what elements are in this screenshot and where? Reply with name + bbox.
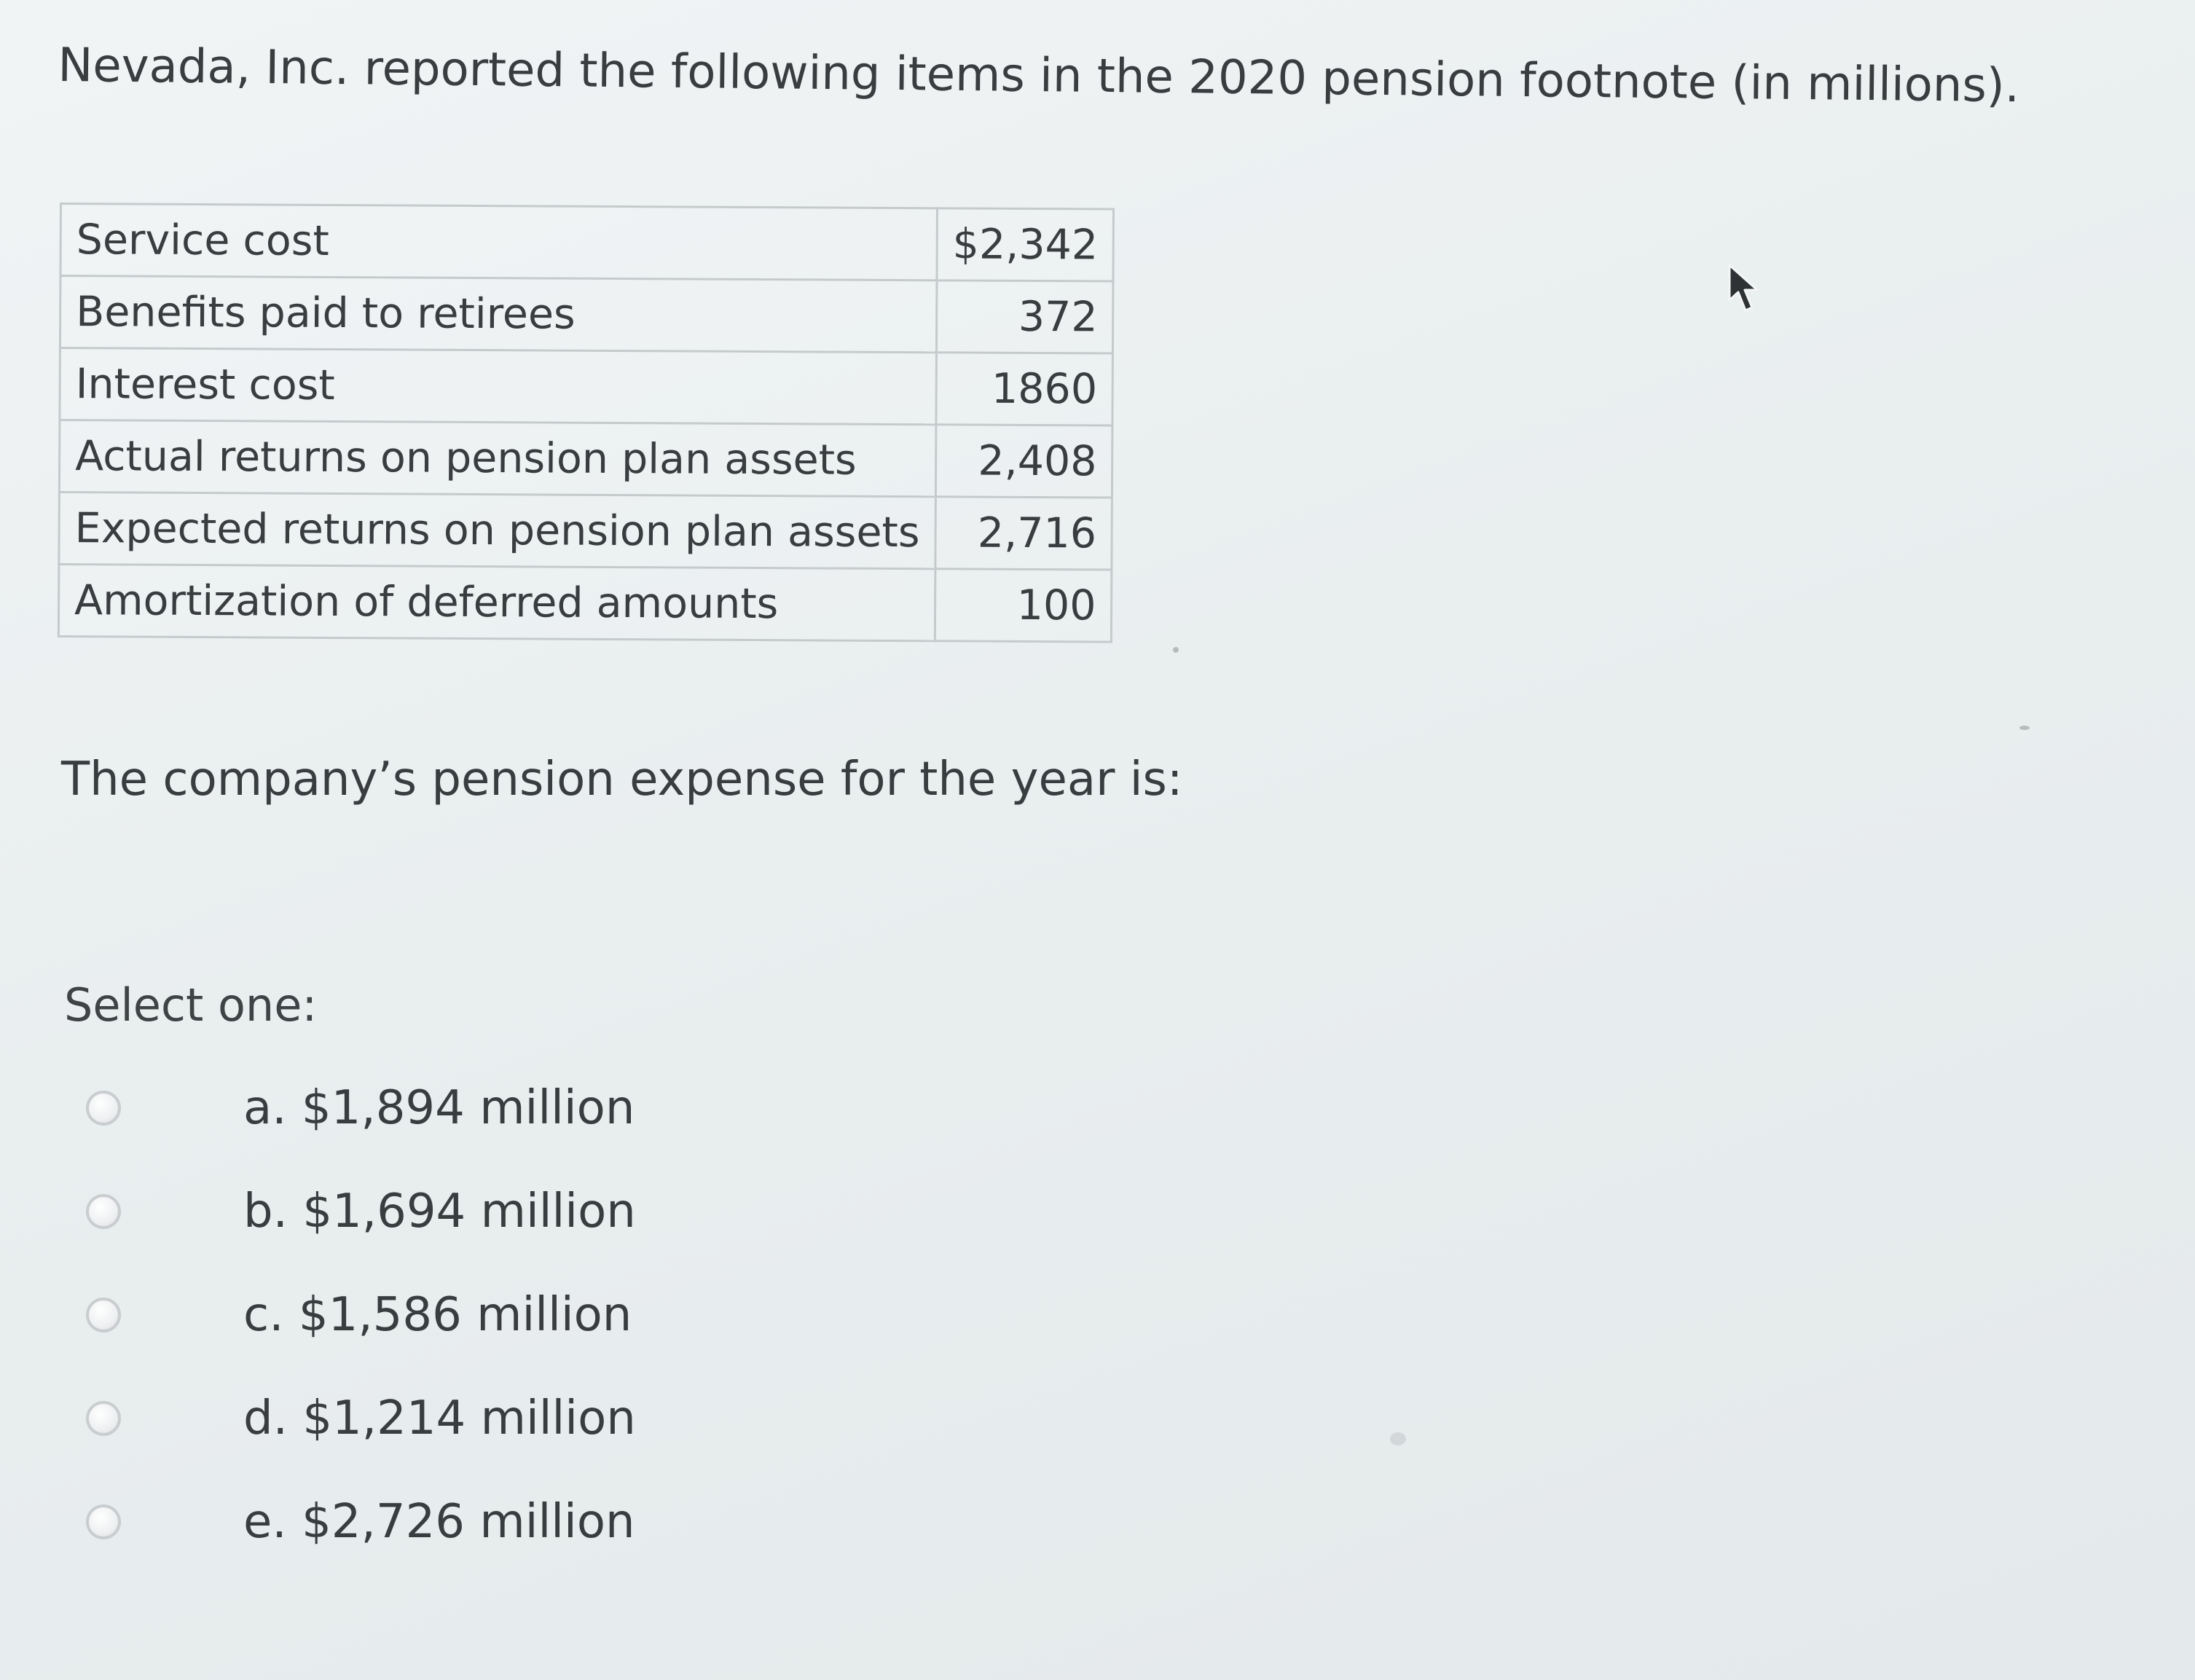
screen-speck bbox=[1390, 1432, 1406, 1445]
radio-button-icon[interactable] bbox=[86, 1401, 121, 1436]
screen-speck bbox=[1173, 647, 1179, 653]
answer-option-e[interactable] bbox=[86, 1470, 960, 1574]
item-value: 1860 bbox=[936, 353, 1113, 425]
option-label: a. $1,894 million bbox=[243, 1081, 635, 1135]
option-label: c. $1,586 million bbox=[243, 1288, 632, 1342]
item-value: 2,408 bbox=[935, 425, 1112, 498]
table-row bbox=[58, 565, 1112, 643]
radio-button-icon[interactable] bbox=[86, 1504, 121, 1539]
answer-option-d[interactable] bbox=[86, 1367, 960, 1470]
item-label: Amortization of deferred amounts bbox=[58, 565, 935, 641]
table-row bbox=[59, 420, 1112, 498]
select-one-label: Select one: bbox=[64, 978, 318, 1032]
question-prompt: The company’s pension expense for the year is: bbox=[61, 753, 1183, 806]
item-label: Interest cost bbox=[60, 348, 936, 425]
option-label: b. $1,694 million bbox=[243, 1185, 636, 1239]
table-row bbox=[60, 204, 1114, 282]
mouse-pointer-icon bbox=[1727, 262, 1766, 315]
table-row bbox=[60, 348, 1113, 426]
option-label: e. $2,726 million bbox=[243, 1495, 635, 1549]
item-label: Expected returns on pension plan assets bbox=[59, 492, 935, 569]
option-label: d. $1,214 million bbox=[243, 1392, 636, 1445]
item-value: 2,716 bbox=[935, 497, 1112, 570]
item-label: Service cost bbox=[60, 204, 937, 280]
table-row bbox=[59, 492, 1112, 570]
radio-button-icon[interactable] bbox=[86, 1091, 121, 1126]
item-value: 372 bbox=[936, 280, 1113, 353]
answer-options bbox=[86, 1056, 960, 1574]
answer-option-b[interactable] bbox=[86, 1160, 960, 1263]
radio-button-icon[interactable] bbox=[86, 1194, 121, 1229]
question-title: Nevada, Inc. reported the following items in the 2020 pension footnote (in millions). bbox=[58, 38, 2020, 114]
table-row bbox=[60, 276, 1113, 354]
item-label: Benefits paid to retirees bbox=[60, 276, 936, 353]
answer-option-c[interactable] bbox=[86, 1263, 960, 1367]
item-value: $2,342 bbox=[937, 208, 1114, 281]
pension-items-table bbox=[58, 203, 1115, 643]
screen-speck bbox=[2019, 726, 2030, 730]
item-label: Actual returns on pension plan assets bbox=[59, 420, 935, 497]
answer-option-a[interactable] bbox=[86, 1056, 960, 1160]
radio-button-icon[interactable] bbox=[86, 1298, 121, 1332]
item-value: 100 bbox=[935, 569, 1112, 642]
